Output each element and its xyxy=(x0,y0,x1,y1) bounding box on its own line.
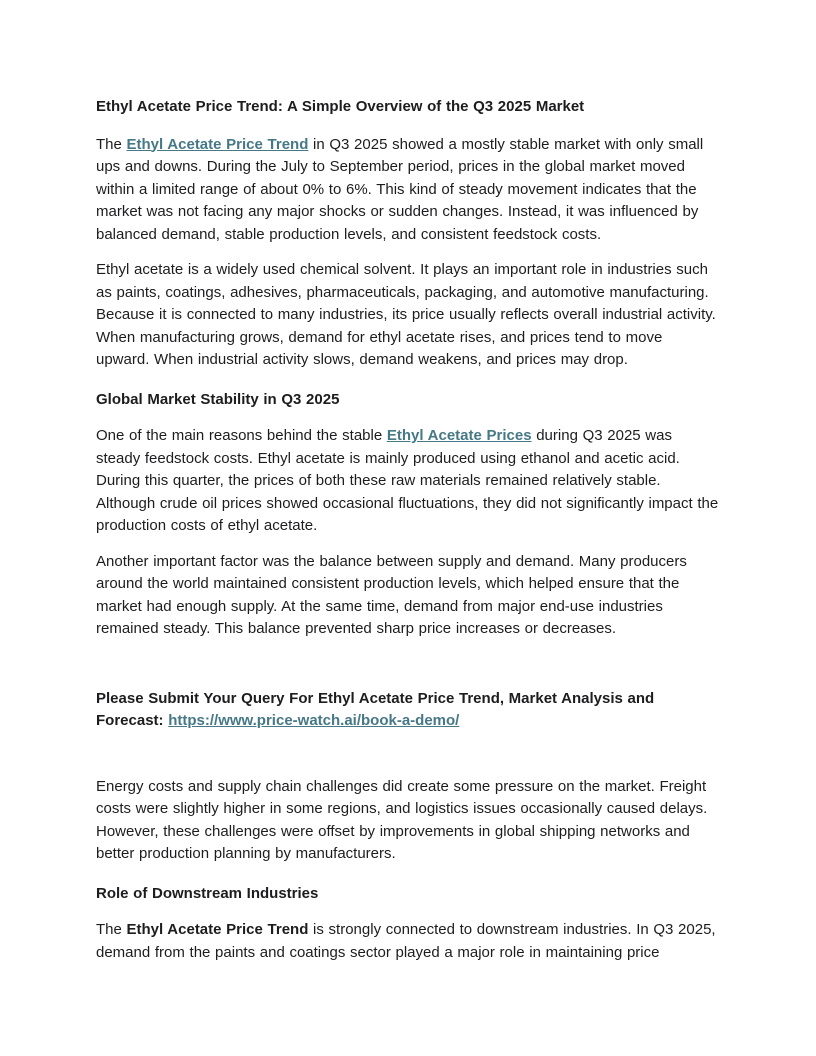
text-run: during Q3 2025 was steady feedstock costs. Ethyl acetate is mainly produced using ethanol and acetic acid. During this quarter, the prices of both these raw materials remained relatively stable. Although crude oil prices showed occasional fluctuations, they did not significantly impact the production costs of ethyl acetate. xyxy=(96,427,719,534)
section-heading xyxy=(96,389,720,412)
paragraph xyxy=(96,425,720,538)
document-title xyxy=(96,96,720,119)
paragraph xyxy=(96,551,720,641)
text-run: Please Submit Your Query For Ethyl Acetate Price Trend, Market Analysis and Forecast: xyxy=(96,689,655,729)
section-heading xyxy=(96,883,720,906)
paragraph xyxy=(96,919,720,964)
text-run: The xyxy=(96,921,127,938)
paragraph xyxy=(96,259,720,372)
text-run: Global Market Stability in Q3 2025 xyxy=(96,390,340,408)
text-run: is strongly connected to downstream industries. In Q3 2025, demand from the paints and coatings sector played a major role in maintaining price xyxy=(96,921,716,961)
text-run: Ethyl acetate is a widely used chemical solvent. It plays an important role in industries such as paints, coatings, adhesives, pharmaceuticals, packaging, and automotive manufacturing. Because it is connected to many industries, its price usually reflects overall industrial activity. When manufacturing grows, demand for ethyl acetate rises, and prices tend to move upward. When industrial activity slows, demand weakens, and prices may drop. xyxy=(96,261,716,368)
text-run: Energy costs and supply chain challenges did create some pressure on the market. Freight costs were slightly higher in some regions, and logistics issues occasionally caused delays. However, these challenges were offset by improvements in global shipping networks and better production planning by manufacturers. xyxy=(96,777,708,862)
link-book-a-demo[interactable]: https://www.price-watch.ai/book-a-demo/ xyxy=(168,712,460,729)
paragraph xyxy=(96,134,720,247)
text-run: One of the main reasons behind the stable xyxy=(96,427,387,444)
document-body xyxy=(96,96,720,964)
text-run: Another important factor was the balance between supply and demand. Many producers around the world maintained consistent production levels, which helped ensure that the market had enough supply. At the same time, demand from major end-use industries remained steady. This balance prevented sharp price increases or decreases. xyxy=(96,552,687,637)
link-ethyl-acetate-prices[interactable]: Ethyl Acetate Prices xyxy=(386,427,532,444)
text-run: Ethyl Acetate Price Trend: A Simple Overview of the Q3 2025 Market xyxy=(96,98,585,115)
bold-text-run: Ethyl Acetate Price Trend xyxy=(126,921,309,938)
paragraph xyxy=(96,776,720,866)
text-run: The xyxy=(96,135,127,153)
text-run: in Q3 2025 showed a mostly stable market with only small ups and downs. During the July to September period, prices in the global market moved within a limited range of about 0% to 6%. This kind of steady movement indicates that the market was not facing any major shocks or sudden changes. Instead, it was influenced by balanced demand, stable production levels, and consistent feedstock costs. xyxy=(96,135,704,243)
text-run: Role of Downstream Industries xyxy=(96,884,319,902)
query-cta xyxy=(96,688,720,733)
link-ethyl-acetate-price-trend[interactable]: Ethyl Acetate Price Trend xyxy=(126,135,309,153)
